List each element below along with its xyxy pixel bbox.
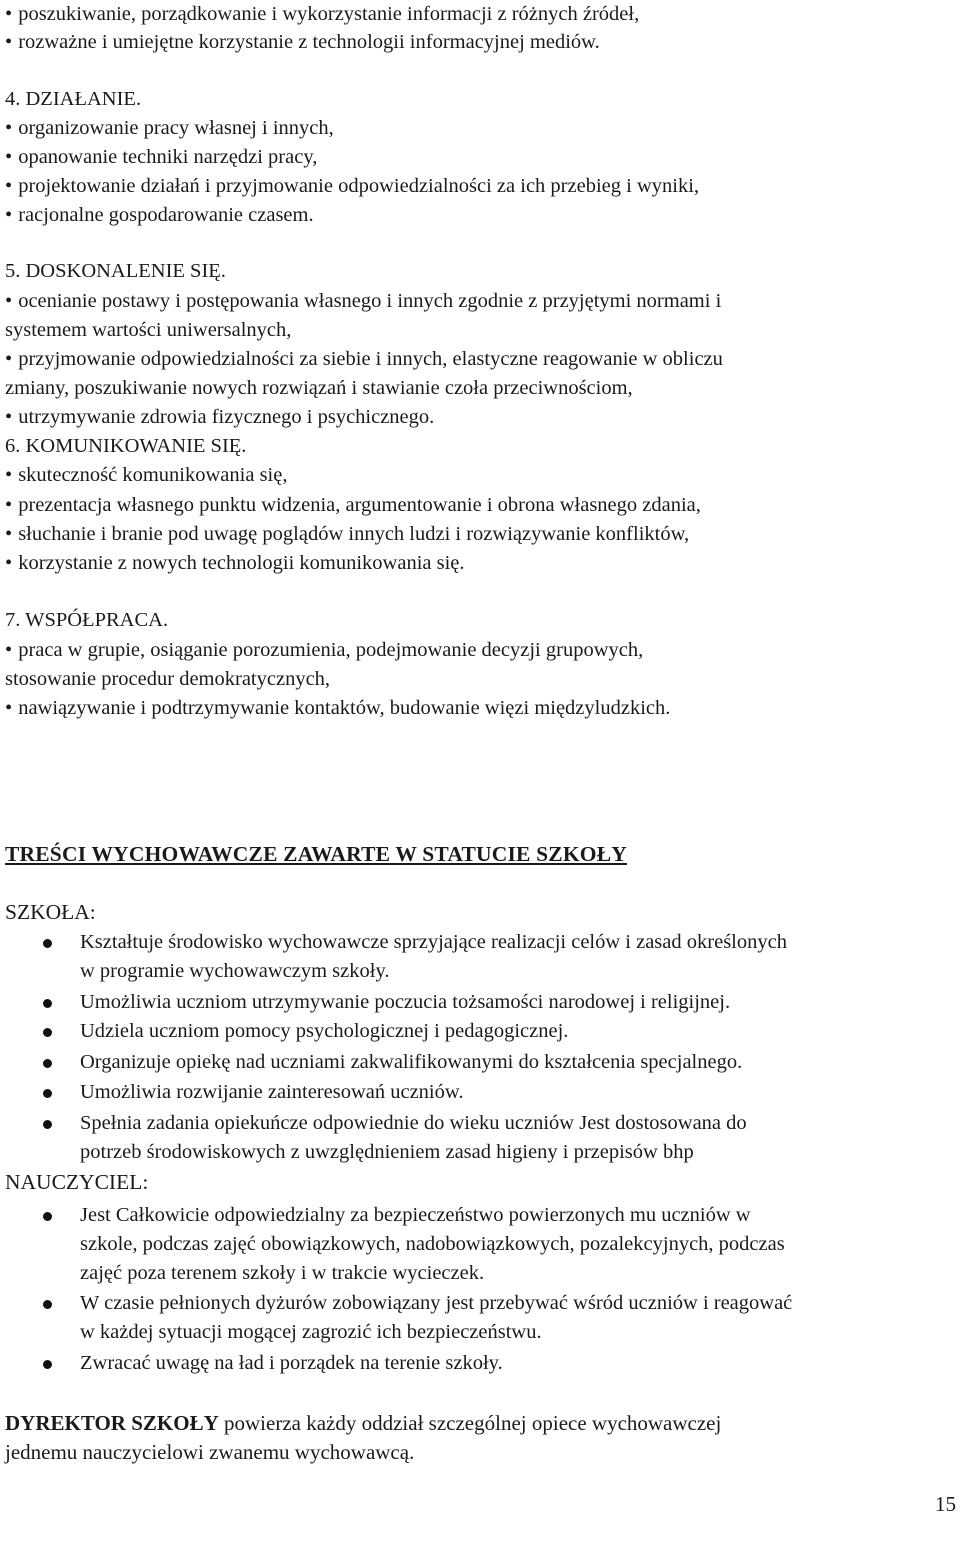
list-item: • rozważne i umiejętne korzystanie z technologii informacyjnej mediów. [5,31,600,53]
bullet-dot [43,999,52,1008]
director-paragraph-continuation: jednemu nauczycielowi zwanemu wychowawcą. [5,1440,415,1464]
page-number: 15 [935,1492,956,1516]
bullet-dot [43,1089,52,1098]
list-item: • opanowanie techniki narzędzi pracy, [5,146,318,168]
list-item-continuation: w każdej sytuacji mogącej zagrozić ich bezpieczeństwu. [80,1321,542,1343]
list-item: Kształtuje środowisko wychowawcze sprzyjające realizacji celów i zasad określonych [80,931,787,953]
list-item: • ocenianie postawy i postępowania własnego i innych zgodnie z przyjętymi normami i [5,290,722,312]
director-paragraph: DYREKTOR SZKOŁY powierza każdy oddział szczególnej opiece wychowawczej [5,1411,722,1435]
bullet-dot [43,1360,52,1369]
list-item-continuation: systemem wartości uniwersalnych, [5,319,292,341]
list-item: Umożliwia rozwijanie zainteresowań uczniów. [80,1081,464,1103]
list-item: Spełnia zadania opiekuńcze odpowiednie do wieku uczniów Jest dostosowana do [80,1112,747,1134]
teacher-heading: NAUCZYCIEL: [5,1170,149,1194]
section-heading: 7. WSPÓŁPRACA. [5,609,169,631]
list-item-continuation: w programie wychowawczym szkoły. [80,960,390,982]
list-item-continuation: zmiany, poszukiwanie nowych rozwiązań i stawianie czoła przeciwnościom, [5,377,633,399]
section-heading: 5. DOSKONALENIE SIĘ. [5,260,226,282]
list-item: • praca w grupie, osiąganie porozumienia, podejmowanie decyzji grupowych, [5,639,644,661]
section-title: TREŚCI WYCHOWAWCZE ZAWARTE W STATUCIE SZKOŁY [5,842,627,866]
list-item: • przyjmowanie odpowiedzialności za siebie i innych, elastyczne reagowanie w obliczu [5,348,723,370]
list-item: • skuteczność komunikowania się, [5,464,288,486]
bullet-dot [43,1120,52,1129]
list-item: • utrzymywanie zdrowia fizycznego i psychicznego. [5,406,435,428]
list-item: Jest Całkowicie odpowiedzialny za bezpieczeństwo powierzonych mu uczniów w [80,1204,751,1226]
list-item-continuation: potrzeb środowiskowych z uwzględnieniem zasad higieny i przepisów bhp [80,1141,694,1163]
list-item-continuation: szkole, podczas zajęć obowiązkowych, nadobowiązkowych, pozalekcyjnych, podczas [80,1233,785,1255]
list-item: • organizowanie pracy własnej i innych, [5,117,334,139]
list-item: Organizuje opiekę nad uczniami zakwalifikowanymi do kształcenia specjalnego. [80,1051,743,1073]
list-item-continuation: stosowanie procedur demokratycznych, [5,668,331,690]
director-label: DYREKTOR SZKOŁY [5,1411,219,1435]
bullet-dot [43,1028,52,1037]
list-item: • nawiązywanie i podtrzymywanie kontaktów, budowanie więzi międzyludzkich. [5,697,671,719]
list-item: • korzystanie z nowych technologii komunikowania się. [5,552,465,574]
list-item-continuation: zajęć poza terenem szkoły i w trakcie wycieczek. [80,1262,485,1284]
school-heading: SZKOŁA: [5,900,96,924]
list-item: W czasie pełnionych dyżurów zobowiązany jest przebywać wśród uczniów i reagować [80,1292,793,1314]
section-heading: 4. DZIAŁANIE. [5,88,142,110]
list-item: • poszukiwanie, porządkowanie i wykorzystanie informacji z różnych źródeł, [5,3,640,25]
bullet-dot [43,1212,52,1221]
bullet-dot [43,939,52,948]
list-item: Umożliwia uczniom utrzymywanie poczucia tożsamości narodowej i religijnej. [80,991,731,1013]
section-heading: 6. KOMUNIKOWANIE SIĘ. [5,435,247,457]
list-item: • prezentacja własnego punktu widzenia, argumentowanie i obrona własnego zdania, [5,494,701,516]
list-item: • słuchanie i branie pod uwagę poglądów innych ludzi i rozwiązywanie konfliktów, [5,523,690,545]
list-item: • projektowanie działań i przyjmowanie odpowiedzialności za ich przebieg i wyniki, [5,175,700,197]
bullet-dot [43,1059,52,1068]
list-item: Zwracać uwagę na ład i porządek na terenie szkoły. [80,1352,503,1374]
bullet-dot [43,1300,52,1309]
list-item: Udziela uczniom pomocy psychologicznej i pedagogicznej. [80,1020,569,1042]
list-item: • racjonalne gospodarowanie czasem. [5,204,314,226]
